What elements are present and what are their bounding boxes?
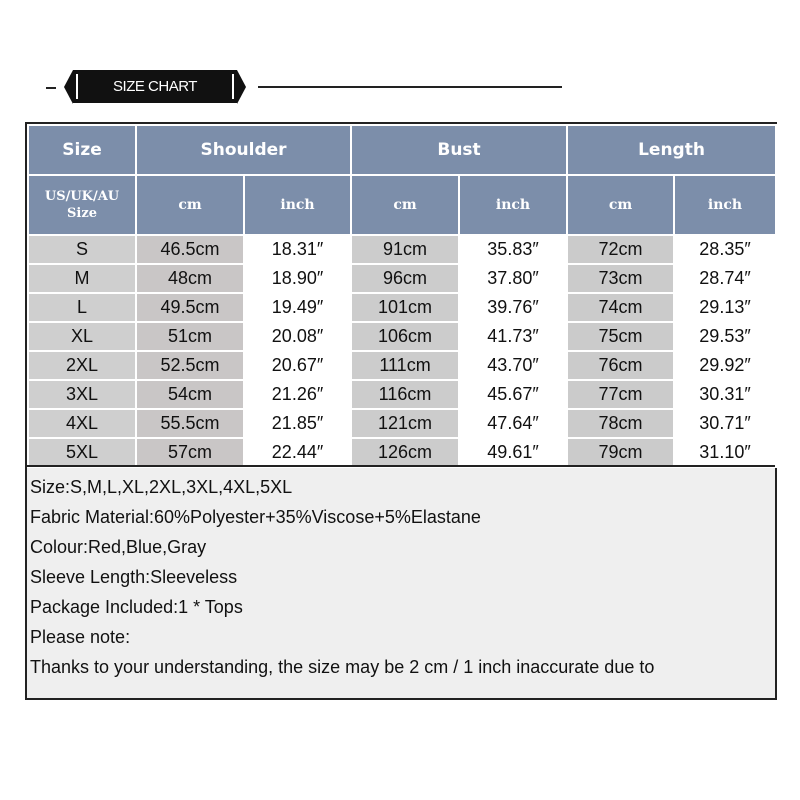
note-fabric: Fabric Material:60%Polyester+35%Viscose+5%Elastane — [30, 507, 481, 527]
table-row — [28, 322, 776, 351]
shoulder-inch-cell: 18.90″ — [244, 264, 351, 293]
banner-notch-left — [64, 70, 73, 104]
size-cell: XL — [28, 322, 136, 351]
length-cm-cell: 78cm — [567, 409, 674, 438]
bust-inch-cell: 45.67″ — [459, 380, 567, 409]
size-table — [27, 124, 777, 468]
header-rule-left — [46, 87, 56, 89]
size-cell: S — [28, 235, 136, 264]
banner-notch-right — [237, 70, 246, 104]
unit-header-row — [28, 175, 776, 235]
length-cm-cell: 77cm — [567, 380, 674, 409]
shoulder-cm-cell: 57cm — [136, 438, 244, 467]
length-cm-cell: 74cm — [567, 293, 674, 322]
bust-cm-cell: 96cm — [351, 264, 459, 293]
product-notes — [27, 465, 775, 682]
bust-cm-cell: 91cm — [351, 235, 459, 264]
length-inch-header: inch — [674, 175, 776, 235]
length-inch-cell: 29.53″ — [674, 322, 776, 351]
shoulder-cm-cell: 54cm — [136, 380, 244, 409]
bust-inch-cell: 43.70″ — [459, 351, 567, 380]
note-please-note: Please note: — [30, 627, 131, 647]
length-inch-cell: 28.35″ — [674, 235, 776, 264]
table-row — [28, 351, 776, 380]
length-header: Length — [567, 125, 776, 175]
bust-cm-cell: 106cm — [351, 322, 459, 351]
size-cell: M — [28, 264, 136, 293]
size-region-header — [28, 175, 136, 235]
shoulder-inch-cell: 20.08″ — [244, 322, 351, 351]
banner-stripe-left — [76, 74, 78, 99]
shoulder-inch-cell: 21.85″ — [244, 409, 351, 438]
length-inch-cell: 29.92″ — [674, 351, 776, 380]
shoulder-cm-cell: 48cm — [136, 264, 244, 293]
shoulder-cm-cell: 46.5cm — [136, 235, 244, 264]
shoulder-cm-cell: 55.5cm — [136, 409, 244, 438]
size-chart-banner — [73, 70, 237, 103]
size-cell: 5XL — [28, 438, 136, 467]
shoulder-cm-cell: 49.5cm — [136, 293, 244, 322]
size-chart-panel — [25, 122, 777, 700]
note-sizes: Size:S,M,L,XL,2XL,3XL,4XL,5XL — [30, 477, 293, 497]
shoulder-cm-cell: 51cm — [136, 322, 244, 351]
bust-header: Bust — [351, 125, 567, 175]
length-inch-cell: 28.74″ — [674, 264, 776, 293]
size-region-label: US/UK/AU — [44, 189, 120, 204]
shoulder-inch-cell: 19.49″ — [244, 293, 351, 322]
length-cm-cell: 79cm — [567, 438, 674, 467]
length-cm-cell: 72cm — [567, 235, 674, 264]
table-row — [28, 264, 776, 293]
bust-cm-cell: 116cm — [351, 380, 459, 409]
shoulder-inch-cell: 20.67″ — [244, 351, 351, 380]
length-inch-cell: 30.71″ — [674, 409, 776, 438]
banner-stripe-right — [232, 74, 234, 99]
bust-inch-cell: 41.73″ — [459, 322, 567, 351]
note-sleeve: Sleeve Length:Sleeveless — [30, 567, 238, 587]
bust-cm-cell: 101cm — [351, 293, 459, 322]
bust-inch-cell: 37.80″ — [459, 264, 567, 293]
size-sub-label: Size — [67, 206, 97, 221]
header-rule-right — [258, 86, 562, 88]
length-inch-cell: 31.10″ — [674, 438, 776, 467]
bust-cm-header: cm — [351, 175, 459, 235]
length-cm-header: cm — [567, 175, 674, 235]
size-cell: L — [28, 293, 136, 322]
size-cell: 2XL — [28, 351, 136, 380]
shoulder-inch-cell: 18.31″ — [244, 235, 351, 264]
table-row — [28, 293, 776, 322]
bust-inch-cell: 47.64″ — [459, 409, 567, 438]
size-header: Size — [28, 125, 136, 175]
bust-cm-cell: 126cm — [351, 438, 459, 467]
size-cell: 3XL — [28, 380, 136, 409]
length-cm-cell: 73cm — [567, 264, 674, 293]
shoulder-cm-cell: 52.5cm — [136, 351, 244, 380]
bust-cm-cell: 121cm — [351, 409, 459, 438]
note-package: Package Included:1 * Tops — [30, 597, 243, 617]
table-row — [28, 380, 776, 409]
shoulder-cm-header: cm — [136, 175, 244, 235]
length-inch-cell: 29.13″ — [674, 293, 776, 322]
length-cm-cell: 75cm — [567, 322, 674, 351]
bust-inch-cell: 39.76″ — [459, 293, 567, 322]
size-cell: 4XL — [28, 409, 136, 438]
length-inch-cell: 30.31″ — [674, 380, 776, 409]
note-colour: Colour:Red,Blue,Gray — [30, 537, 207, 557]
table-row — [28, 438, 776, 467]
shoulder-inch-cell: 21.26″ — [244, 380, 351, 409]
banner-title: SIZE CHART — [113, 78, 197, 95]
table-row — [28, 235, 776, 264]
shoulder-header: Shoulder — [136, 125, 351, 175]
length-cm-cell: 76cm — [567, 351, 674, 380]
bust-inch-header: inch — [459, 175, 567, 235]
note-disclaimer: Thanks to your understanding, the size may be 2 cm / 1 inch inaccurate due to — [30, 657, 655, 677]
table-row — [28, 409, 776, 438]
group-header-row — [28, 125, 776, 175]
bust-cm-cell: 111cm — [351, 351, 459, 380]
shoulder-inch-cell: 22.44″ — [244, 438, 351, 467]
bust-inch-cell: 35.83″ — [459, 235, 567, 264]
bust-inch-cell: 49.61″ — [459, 438, 567, 467]
shoulder-inch-header: inch — [244, 175, 351, 235]
